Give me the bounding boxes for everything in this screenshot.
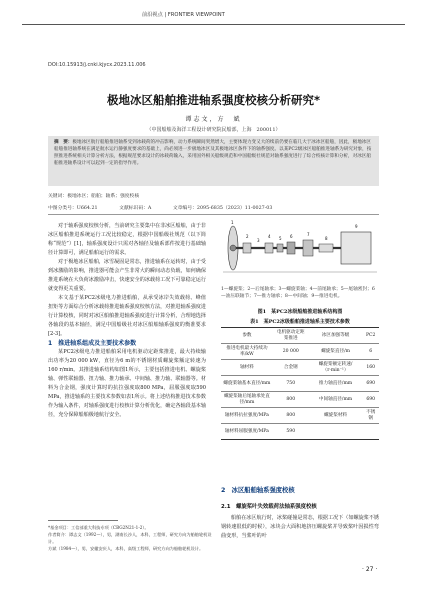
figure-caption: 图1 某PC2冰级船舶推进轴系结构图 xyxy=(257,309,343,315)
section-tag: 前沿视点 | FRONTIER VIEWPOINT xyxy=(142,12,225,18)
table-cell: 不锈钢 xyxy=(362,408,379,424)
label-1: 1 xyxy=(231,220,234,225)
doi-line: DOI:10.15913/j.cnki.kjycx.2023.11.006 xyxy=(48,62,146,68)
spec-table xyxy=(221,327,379,440)
page-header xyxy=(0,0,427,30)
paragraph: 对于极地冰区船舶，冰雪凝固是常态，推进轴系在运转时，由于受到冰激励的影响，推进器可能会产生非常大的瞬间动态负载，如何确保推进系统在大负荷冰激励冲击，快速安全的冰载荷工况下可靠稳定运行就变得更关重要。 xyxy=(48,259,206,292)
aft-bearing-icon xyxy=(243,243,251,253)
abstract-text: 极地冰区航行船舶推进轴系受到冰载荷的冲击影响，动力系统瞬间突然增大，主要体现力变又大的续前仍要在临几大于冰冰区船舶，因此，极地冰区船舶推进轴系统在满足航水运行静强度要求的基础上，尚必须进一步极地冰区及其极地冰区条件下的轴系强度。以某PC2级冰区船舶推进轴系为研究对象，按照推进系统相关计算分析方法，根据规范要求设计的冰载荷输入，采用国外相关船级规范和中国船级社规范对轴系强度进行了综合校核计算和分析，对冰区船舶推进轴系设计可以起到一定的指导作用。 xyxy=(54,140,372,166)
clc-number: 中图分类号：U664.21 xyxy=(48,206,98,211)
table-cell: 螺旋桨轴基本直径/mm xyxy=(221,376,273,392)
left-column xyxy=(48,222,206,420)
table-row xyxy=(221,408,379,424)
table-cell: 轴材料屈服强度/MPa xyxy=(221,424,273,440)
table-cell xyxy=(362,424,379,440)
table-cell: 参数 xyxy=(221,328,273,344)
article-title: 极地冰区船舶推进轴系强度校核分析研究* xyxy=(106,93,320,107)
label-6: 6 xyxy=(290,234,293,239)
label-7: 7 xyxy=(307,232,310,237)
table-cell: 6 xyxy=(362,344,379,360)
authors: 谭志文，方 斌 xyxy=(185,116,242,123)
table-cell: 合金钢 xyxy=(273,360,309,376)
table-cell xyxy=(309,424,363,440)
author-note-2: 方斌（1984—），男，安徽安庆人，本科，高级工程师，研究方向为船舶轮机设计。 xyxy=(48,546,204,551)
abstract-label: 摘 要： xyxy=(54,140,73,145)
label-9: 9 xyxy=(355,224,358,229)
shaft-system-diagram xyxy=(221,216,379,278)
subsection-heading-2-1: 2.1 螺旋桨叶失效载荷法轴系强度校核 xyxy=(221,504,317,510)
thrust-bearing-icon xyxy=(303,240,313,256)
label-8: 8 xyxy=(325,236,328,241)
table-cell: 590 xyxy=(273,424,309,440)
footnotes xyxy=(48,524,213,552)
table-row xyxy=(221,376,379,392)
table-row xyxy=(221,424,379,440)
label-2: 2 xyxy=(246,234,249,239)
header-divider xyxy=(22,24,405,25)
page-number: · 27 · xyxy=(362,566,378,573)
table-row xyxy=(221,360,379,376)
table-cell: 螺旋桨轴后尾轴承处直径/mm xyxy=(221,392,273,408)
footnote-divider xyxy=(48,520,118,521)
figure-legend: 1—螺旋桨；2—后尾轴承；3—螺旋桨轴；4—前尾轴承；5—尾轴密封；6—油压联轴节；7—推力轴承；8—中间轴；9—推进电机。 xyxy=(221,287,375,299)
table-cell: 800 xyxy=(273,408,309,424)
intermediate-shaft-icon xyxy=(319,244,333,252)
table-cell: 轴材料抗拉强度/MPa xyxy=(221,408,273,424)
label-4: 4 xyxy=(268,234,271,239)
table-cell: 160 xyxy=(362,360,379,376)
shaft-seal-icon xyxy=(277,244,283,252)
table-row xyxy=(221,344,379,360)
table-cell: 800 xyxy=(273,392,309,408)
table-cell: 690 xyxy=(362,376,379,392)
table-row xyxy=(221,328,379,344)
table-cell: 推进电机最大持续功率/kW xyxy=(221,344,273,360)
coupling-icon xyxy=(287,242,295,254)
section-heading-1: 1 推进轴系组成及主要技术参数 xyxy=(48,340,137,347)
fwd-bearing-icon xyxy=(265,243,273,253)
section-heading-2: 2 冰区船舶轴系强度校核 xyxy=(221,487,295,494)
table-cell: 中间轴直径/mm xyxy=(309,392,363,408)
table-cell: 螺旋桨材料 xyxy=(309,408,363,424)
table-cell: 690 xyxy=(362,392,379,408)
meta-row xyxy=(48,204,379,211)
paragraph: 船舶在冰区航行时，冰桨碰撞是常态，根据工况下（如螺旋桨不锈钢转速很低的时候），冰块会大面积地挤压螺旋桨并导致桨叶因损性弯曲变形，当桨叶的叶 xyxy=(221,515,379,539)
table-cell: 螺旋桨额定转速/（r·min⁻¹） xyxy=(309,360,363,376)
table-cell: PC2 xyxy=(362,328,379,344)
table-cell: 推力轴直径/mm xyxy=(309,376,363,392)
author-note-1: 作者简介：谭志文（1992—），男，湖南长沙人，本科，工程师，研究方向为船舶轮机设计。 xyxy=(48,532,212,544)
table-caption: 表1 某PC2冰级船舶推进轴系主要技术参数 xyxy=(250,319,350,325)
affiliation: （中国船舶及海洋工程设计研究院民船部，上海 200011） xyxy=(146,127,281,133)
table-cell: 20 000 xyxy=(273,344,309,360)
label-3: 3 xyxy=(257,238,260,243)
table-cell: 轴材料 xyxy=(221,360,273,376)
abstract-box xyxy=(48,136,379,186)
paragraph: 某PC2冰级电力推进船舶采用电机驱动定距桨推进，最大持续输出功率为20 000 kW，直径为6 m的不锈钢材质螺旋桨额定转速为160 r/min。其推进轴系结构如图1所示，主要包括推进电机、螺旋桨轴、弹性联轴器、扭力轴、推力轴承、中间轴、推力轴、联轴器等。材料为合金钢，强度计算时的抗拉强度取800 MPa，屈服强度取590 MPa，推进轴系的主要技术参数如表1所示。将上述结构推进技术参数作为输入条件，对轴系强度进行校核计算分析优化，确定各轴段基本轴径，充分保障船舶极地航行安全。 xyxy=(48,349,206,418)
table-row xyxy=(221,392,379,408)
label-5: 5 xyxy=(279,236,282,241)
table-cell: 电机驱动定距桨推进 xyxy=(273,328,309,344)
paragraph: 对于轴系强度校核分析，当前研究主要集中在非冰区船舶，由于非冰区船舶推进系统运行工况比较稳定，根据中国船级社规范（以下简称“规范”）[1]，轴系强度设计只需对各轴径及轴系部件按进行基础轴径计算即可，满足船舶运行的需求。 xyxy=(48,223,206,256)
paragraph: 本文基于某PC2冰级电力推进船舶，从承受冰岸失效载荷、峰值扭矩等方面综合分析冰载荷推进轴系强度校核方法，对推进轴系强度进行计算校核，同时对冰区船舶推进轴系强度进行计算分析，合理地选择各轴段的基本轴径，满足中国船级社对冰区船舶轴系强度的衡准要求[2-3]。 xyxy=(48,295,206,337)
keywords: 关键词：极地冰区；船舶；轴系；强度校核 xyxy=(48,194,140,199)
doc-code: 文献标识码：A xyxy=(119,206,152,211)
fund-note: *基金项目：工信部重大科技专项（CBG2N21-1-2）。 xyxy=(48,525,149,530)
table-cell: 750 xyxy=(273,376,309,392)
table-cell: 冰区加强等级 xyxy=(309,328,363,344)
article-number: 文章编号：2095-6835（2023）11-0027-03 xyxy=(172,206,273,211)
meta-divider xyxy=(48,214,379,215)
table-cell: 螺旋桨直径/m xyxy=(309,344,363,360)
motor-icon xyxy=(341,232,371,264)
